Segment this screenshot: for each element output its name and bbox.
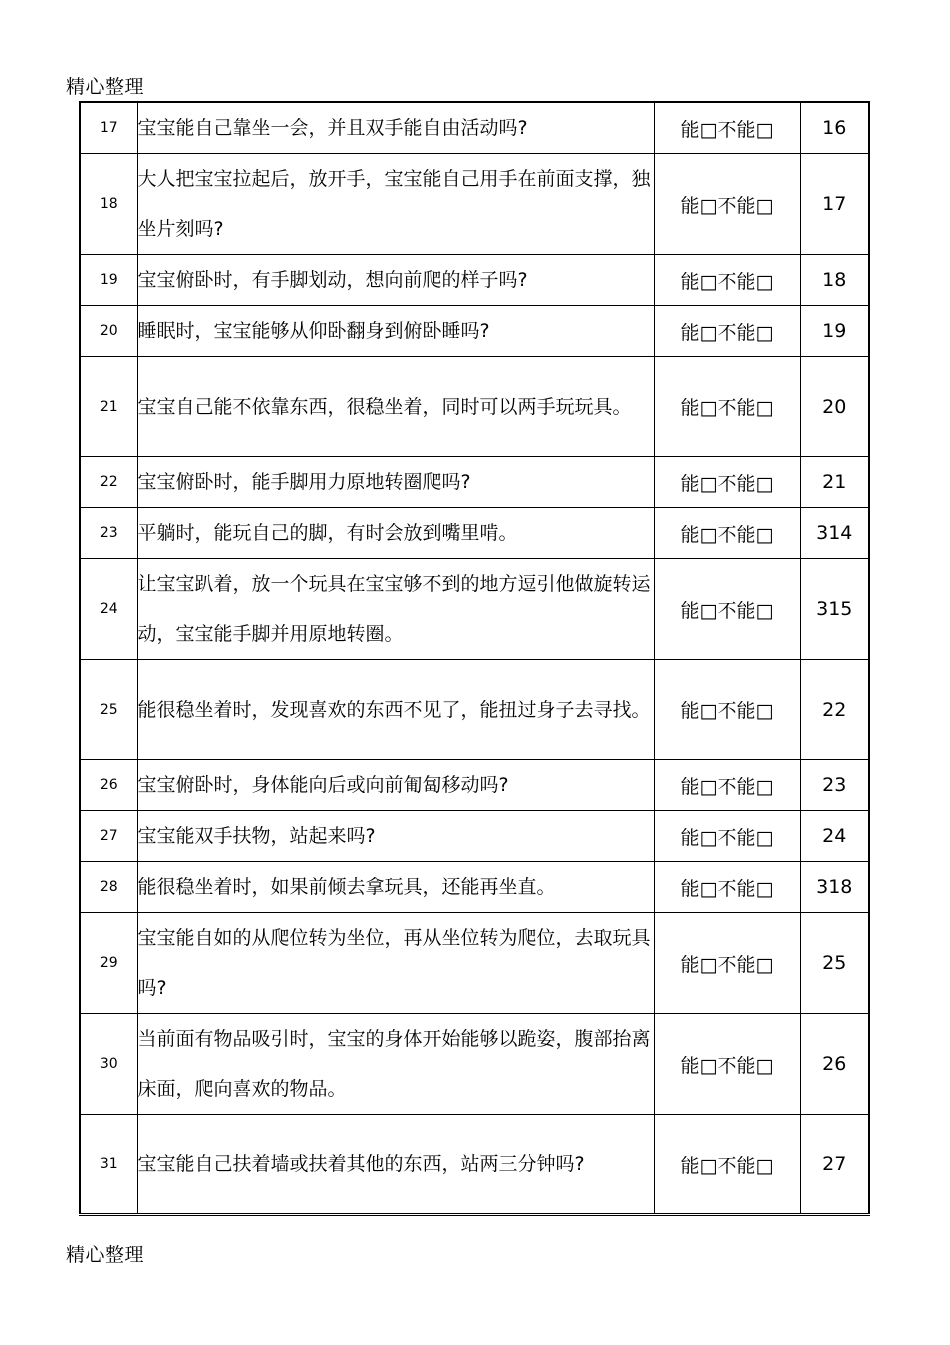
table-row <box>80 760 869 811</box>
answer-options[interactable]: 能□不能□ <box>654 760 800 811</box>
row-number: 19 <box>80 255 137 306</box>
row-number: 23 <box>80 508 137 559</box>
table-row <box>80 306 869 357</box>
answer-options[interactable]: 能□不能□ <box>654 255 800 306</box>
item-code: 21 <box>800 457 869 508</box>
question-text: 宝宝俯卧时，有手脚划动，想向前爬的样子吗? <box>137 255 654 306</box>
table-row <box>80 811 869 862</box>
table-row <box>80 457 869 508</box>
answer-options[interactable]: 能□不能□ <box>654 457 800 508</box>
question-text: 大人把宝宝拉起后，放开手，宝宝能自己用手在前面支撑，独坐片刻吗? <box>137 154 654 255</box>
item-code: 23 <box>800 760 869 811</box>
item-code: 318 <box>800 862 869 913</box>
answer-options[interactable]: 能□不能□ <box>654 154 800 255</box>
question-text: 宝宝能自己扶着墙或扶着其他的东西，站两三分钟吗? <box>137 1115 654 1215</box>
row-number: 22 <box>80 457 137 508</box>
table-row <box>80 154 869 255</box>
row-number: 17 <box>80 102 137 154</box>
answer-options[interactable]: 能□不能□ <box>654 102 800 154</box>
question-text: 能很稳坐着时，发现喜欢的东西不见了，能扭过身子去寻找。 <box>137 660 654 760</box>
item-code: 27 <box>800 1115 869 1215</box>
row-number: 25 <box>80 660 137 760</box>
answer-options[interactable]: 能□不能□ <box>654 660 800 760</box>
item-code: 26 <box>800 1014 869 1115</box>
table-row <box>80 1115 869 1215</box>
question-text: 睡眠时，宝宝能够从仰卧翻身到俯卧睡吗? <box>137 306 654 357</box>
table-row <box>80 913 869 1014</box>
question-text: 宝宝能自己靠坐一会，并且双手能自由活动吗? <box>137 102 654 154</box>
item-code: 22 <box>800 660 869 760</box>
row-number: 20 <box>80 306 137 357</box>
table-row <box>80 660 869 760</box>
table-row <box>80 559 869 660</box>
answer-options[interactable]: 能□不能□ <box>654 811 800 862</box>
question-text: 平躺时，能玩自己的脚，有时会放到嘴里啃。 <box>137 508 654 559</box>
answer-options[interactable]: 能□不能□ <box>654 559 800 660</box>
row-number: 29 <box>80 913 137 1014</box>
question-text: 宝宝俯卧时，能手脚用力原地转圈爬吗? <box>137 457 654 508</box>
item-code: 17 <box>800 154 869 255</box>
row-number: 24 <box>80 559 137 660</box>
answer-options[interactable]: 能□不能□ <box>654 508 800 559</box>
table-row <box>80 255 869 306</box>
question-text: 当前面有物品吸引时，宝宝的身体开始能够以跪姿，腹部抬离床面，爬向喜欢的物品。 <box>137 1014 654 1115</box>
row-number: 30 <box>80 1014 137 1115</box>
answer-options[interactable]: 能□不能□ <box>654 862 800 913</box>
answer-options[interactable]: 能□不能□ <box>654 1115 800 1215</box>
table-row <box>80 1014 869 1115</box>
table-row <box>80 862 869 913</box>
table-row <box>80 357 869 457</box>
table-row <box>80 102 869 154</box>
item-code: 24 <box>800 811 869 862</box>
row-number: 31 <box>80 1115 137 1215</box>
answer-options[interactable]: 能□不能□ <box>654 357 800 457</box>
question-text: 宝宝俯卧时，身体能向后或向前匍匐移动吗? <box>137 760 654 811</box>
item-code: 25 <box>800 913 869 1014</box>
answer-options[interactable]: 能□不能□ <box>654 1014 800 1115</box>
question-text: 宝宝能双手扶物，站起来吗? <box>137 811 654 862</box>
item-code: 315 <box>800 559 869 660</box>
answer-options[interactable]: 能□不能□ <box>654 913 800 1014</box>
questionnaire-table <box>79 101 870 1216</box>
page-header: 精心整理 <box>66 76 145 98</box>
page-footer: 精心整理 <box>66 1244 145 1266</box>
item-code: 20 <box>800 357 869 457</box>
item-code: 18 <box>800 255 869 306</box>
item-code: 16 <box>800 102 869 154</box>
question-text: 能很稳坐着时，如果前倾去拿玩具，还能再坐直。 <box>137 862 654 913</box>
item-code: 314 <box>800 508 869 559</box>
row-number: 26 <box>80 760 137 811</box>
row-number: 27 <box>80 811 137 862</box>
row-number: 21 <box>80 357 137 457</box>
question-text: 宝宝自己能不依靠东西，很稳坐着，同时可以两手玩玩具。 <box>137 357 654 457</box>
answer-options[interactable]: 能□不能□ <box>654 306 800 357</box>
row-number: 18 <box>80 154 137 255</box>
table-row <box>80 508 869 559</box>
question-text: 宝宝能自如的从爬位转为坐位，再从坐位转为爬位，去取玩具吗? <box>137 913 654 1014</box>
question-text: 让宝宝趴着，放一个玩具在宝宝够不到的地方逗引他做旋转运动，宝宝能手脚并用原地转圈。 <box>137 559 654 660</box>
item-code: 19 <box>800 306 869 357</box>
row-number: 28 <box>80 862 137 913</box>
